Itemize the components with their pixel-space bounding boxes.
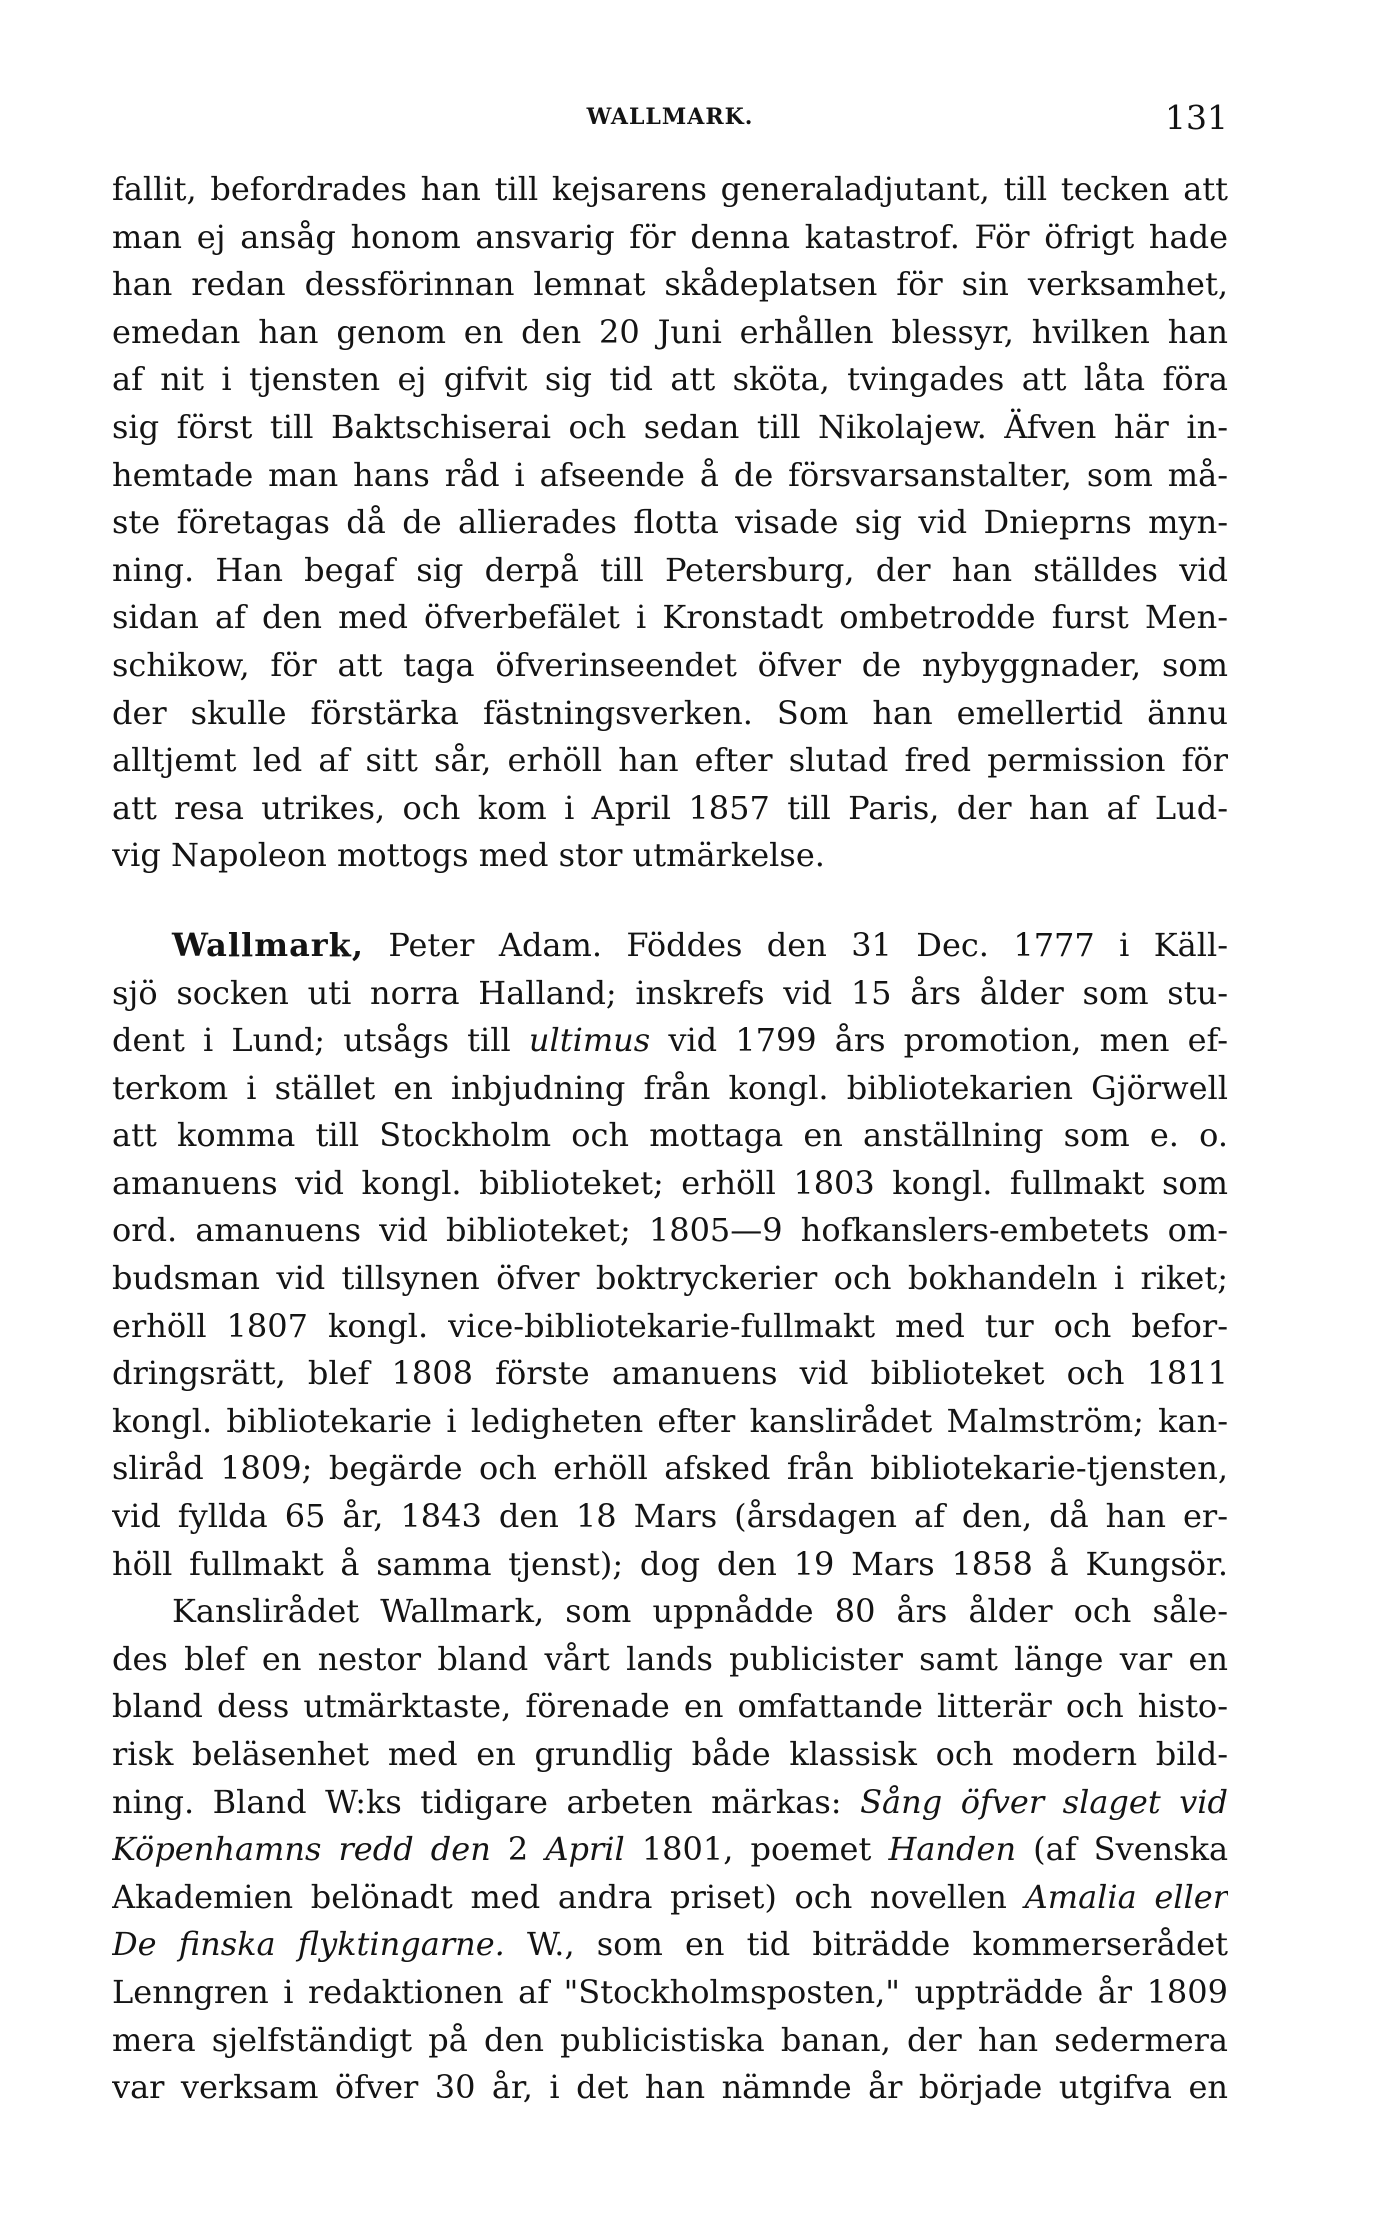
text-line: des blef en nestor bland vårt lands publicister samt länge var en (112, 1639, 1228, 1678)
text-fragment: 2 (507, 1830, 529, 1869)
text-line (112, 1779, 1228, 1827)
text-line: ning. Han begaf sig derpå till Petersburg, der han ställdes vid (112, 550, 1228, 589)
text-line: var verksam öfver 30 år, i det han nämnde år började utgifva en (112, 2068, 1228, 2107)
paragraph-fallit (112, 166, 1228, 880)
italic-title: Sång öfver slaget vid (860, 1782, 1228, 1821)
text-line: sig först till Baktschiserai och sedan till Nikolajew. Äfven här in- (112, 407, 1228, 446)
italic-title: Handen (888, 1830, 1017, 1869)
text-fragment: W., som en tid biträdde kommerserådet (527, 1925, 1228, 1964)
text-line: mera sjelfständigt på den publicistiska banan, der han sedermera (112, 2020, 1228, 2059)
text-line: sidan af den med öfverbefälet i Kronstadt ombetrodde furst Men- (112, 598, 1228, 637)
text-line: man ej ansåg honom ansvarig för denna katastrof. För öfrigt hade (112, 217, 1228, 256)
italic-title: Amalia eller (1024, 1877, 1228, 1916)
italic-title: De finska flyktingarne. (112, 1925, 505, 1964)
text-line (112, 1874, 1228, 1922)
text-line: emedan han genom en den 20 Juni erhållen blessyr, hvilken han (112, 312, 1228, 351)
entry-wallmark-peter-adam (112, 922, 1228, 1588)
italic-title: Köpenhamns redd den (112, 1830, 491, 1869)
text-line (112, 1826, 1228, 1874)
text-line: höll fullmakt å samma tjenst); dog den 19 Mars 1858 å Kungsör. (112, 1544, 1228, 1583)
running-title: WALLMARK. (586, 104, 754, 130)
text-fragment: ning. Bland W:ks tidigare arbeten märkas: (112, 1782, 842, 1821)
running-head (112, 98, 1228, 148)
text-line: sliråd 1809; begärde och erhöll afsked från bibliotekarie-tjensten, (112, 1449, 1228, 1488)
text-line: terkom i stället en inbjudning från kongl. bibliotekarien Gjörwell (112, 1068, 1228, 1107)
text-fragment: Akademien belönadt med andra priset) och novellen (112, 1877, 1007, 1916)
text-line: hemtade man hans råd i afseende å de försvarsanstalter, som må- (112, 455, 1228, 494)
text-line: ord. amanuens vid biblioteket; 1805—9 hofkanslers-embetets om- (112, 1211, 1228, 1250)
text-line: att komma till Stockholm och mottaga en anställning som e. o. (112, 1116, 1228, 1155)
text-line: att resa utrikes, och kom i April 1857 till Paris, der han af Lud- (112, 788, 1228, 827)
text-line: Kanslirådet Wallmark, som uppnådde 80 års ålder och såle- (172, 1592, 1228, 1631)
text-line: erhöll 1807 kongl. vice-bibliotekarie-fullmakt med tur och befor- (112, 1306, 1228, 1345)
page-number: 131 (1165, 98, 1228, 137)
text-fragment: dent i Lund; utsågs till (112, 1021, 511, 1060)
text-line: risk beläsenhet med en grundlig både klassisk och modern bild- (112, 1735, 1228, 1773)
text-line: schikow, för att taga öfverinseendet öfver de nybyggnader, som (112, 645, 1228, 684)
text-line (112, 1921, 1228, 1969)
text-line: der skulle förstärka fästningsverken. Som han emellertid ännu (112, 693, 1228, 732)
text-line: dringsrätt, blef 1808 förste amanuens vid biblioteket och 1811 (112, 1354, 1228, 1393)
paragraph-kanslirad (112, 1588, 1228, 2112)
text-line (112, 922, 1228, 970)
text-line: vid fyllda 65 år, 1843 den 18 Mars (årsdagen af den, då han er- (112, 1497, 1228, 1536)
text-line: ste företagas då de allierades flotta visade sig vid Dnieprns myn- (112, 503, 1228, 542)
text-line: amanuens vid kongl. biblioteket; erhöll 1803 kongl. fullmakt som (112, 1163, 1228, 1202)
body-text (112, 166, 1228, 2112)
text-line: alltjemt led af sitt sår, erhöll han efter slutad fred permission för (112, 741, 1228, 780)
text-line: fallit, befordrades han till kejsarens generaladjutant, till tecken att (112, 170, 1228, 208)
text-fragment: (af Svenska (1033, 1830, 1228, 1869)
text-line: bland dess utmärktaste, förenade en omfattande litterär och histo- (112, 1687, 1228, 1726)
text-line: han redan dessförinnan lemnat skådeplatsen för sin verksamhet, (112, 265, 1228, 304)
text-line: af nit i tjensten ej gifvit sig tid att sköta, tvingades att låta föra (112, 360, 1228, 399)
text-fragment: Peter Adam. Föddes den 31 Dec. 1777 i Käll- (388, 925, 1228, 964)
text-line: kongl. bibliotekarie i ledigheten efter kanslirådet Malmström; kan- (112, 1401, 1228, 1440)
text-line (112, 1017, 1228, 1065)
text-line: sjö socken uti norra Halland; inskrefs vid 15 års ålder som stu- (112, 973, 1228, 1012)
text-fragment: vid 1799 års promotion, men ef- (668, 1021, 1228, 1060)
text-line: vig Napoleon mottogs med stor utmärkelse. (112, 836, 825, 875)
text-line: budsman vid tillsynen öfver boktryckerier och bokhandeln i riket; (112, 1259, 1228, 1298)
entry-separator (112, 880, 1228, 922)
italic-title: April (545, 1830, 625, 1869)
text-fragment: 1801, poemet (641, 1830, 872, 1869)
entry-headword: Wallmark, (172, 925, 364, 964)
text-line: Lenngren i redaktionen af "Stockholmsposten," uppträdde år 1809 (112, 1972, 1228, 2011)
italic-term: ultimus (528, 1021, 651, 1060)
